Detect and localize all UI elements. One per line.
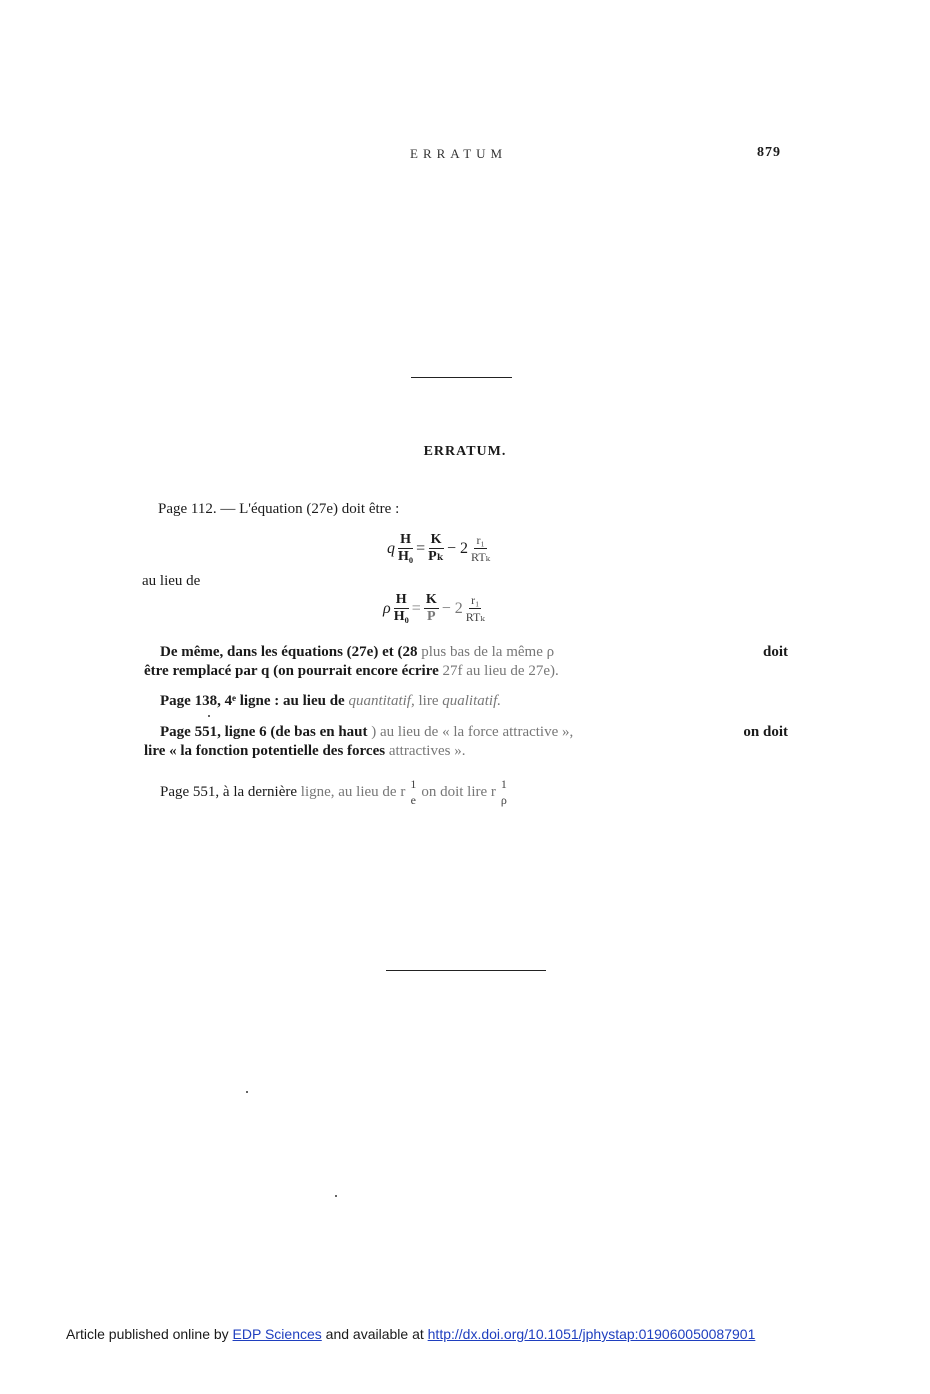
fraction-numerator: H: [395, 592, 407, 607]
entry-text-faint: 27f au lieu de 27e).: [442, 663, 559, 679]
eq-fraction: [394, 592, 409, 625]
end-rule: [386, 970, 546, 971]
entry-fraction: [408, 776, 418, 808]
entry-text-faint: ligne, au lieu de r: [300, 784, 406, 800]
footer-text: Article published online by: [66, 1326, 229, 1342]
entry-text: Page 112. — L'équation (27e) doit être :: [158, 501, 400, 517]
eq-minus: − 2: [447, 539, 469, 557]
erratum-entry-page-138: [160, 691, 501, 711]
fraction-denominator: ρ: [500, 793, 507, 807]
print-speck: [246, 1091, 248, 1093]
eq-symbol: ρ: [383, 599, 391, 617]
eq-equals: =: [411, 599, 421, 617]
fraction-numerator: H: [400, 532, 411, 547]
fraction-numerator: K: [430, 532, 442, 547]
fraction-denominator: H₀: [393, 609, 409, 624]
entry-fraction: [499, 776, 509, 808]
erratum-entry-equations-line2: [144, 661, 559, 681]
entry-text-faint: ) au lieu de « la force attractive »,: [371, 724, 574, 740]
entry-text: Page 138, 4ᵉ ligne : au lieu de: [160, 693, 345, 709]
entry-text: Page 551, à la dernière: [160, 784, 298, 800]
fraction-denominator: RTₖ: [471, 550, 491, 564]
fraction-numerator: r₁: [476, 533, 485, 547]
erratum-entry-page-551-last: [160, 776, 512, 808]
eq-fraction: [398, 532, 413, 565]
entry-text: doit: [762, 644, 788, 660]
equation-correct: [387, 532, 493, 565]
fraction-numerator: r₁: [471, 593, 480, 607]
print-speck: [335, 1195, 337, 1197]
fraction-denominator: e: [410, 793, 416, 807]
section-rule: [411, 377, 512, 378]
eq-fraction: [424, 592, 439, 625]
entry-text: lire: [418, 693, 439, 709]
fraction-denominator: H₀: [398, 549, 414, 564]
entry-text: lire « la fonction potentielle des forces: [144, 743, 386, 759]
doi-link[interactable]: http://dx.doi.org/10.1051/jphystap:019060050087901: [427, 1326, 756, 1342]
publication-footer: [66, 1326, 755, 1342]
equation-incorrect: [383, 592, 488, 625]
erratum-entry-equations: [160, 642, 788, 662]
eq-symbol: q: [387, 539, 395, 557]
entry-text-faint: on doit lire r: [421, 784, 496, 800]
page-number: 879: [757, 145, 781, 160]
instead-of-label: au lieu de: [142, 573, 201, 589]
eq-fraction: [466, 592, 485, 625]
footer-text: and available at: [325, 1326, 424, 1342]
eq-minus: − 2: [441, 599, 463, 617]
entry-word: quantitatif,: [348, 693, 415, 709]
entry-text-faint: attractives ».: [388, 743, 466, 759]
entry-text: Page 551, ligne 6 (de bas en haut: [160, 724, 368, 740]
entry-text: on doit: [743, 724, 788, 740]
entry-text: être remplacé par q (on pourrait encore écrire: [144, 663, 439, 679]
print-speck: [208, 715, 210, 717]
fraction-denominator: P: [426, 609, 436, 624]
entry-text-faint: plus bas de la même ρ: [421, 644, 555, 660]
eq-fraction: [428, 532, 444, 565]
publisher-link[interactable]: EDP Sciences: [232, 1326, 322, 1342]
eq-fraction: [471, 532, 490, 565]
entry-word: qualitatif.: [442, 693, 501, 709]
running-head: [0, 146, 930, 166]
fraction-numerator: K: [425, 592, 437, 607]
fraction-numerator: 1: [410, 777, 417, 791]
fraction-numerator: 1: [500, 777, 507, 791]
eq-equals: =: [416, 539, 426, 557]
fraction-denominator: RTₖ: [465, 610, 485, 624]
fraction-denominator: Pₖ: [428, 549, 445, 564]
running-title: ERRATUM: [410, 146, 508, 161]
erratum-entry-page-112: [158, 499, 399, 519]
erratum-entry-page-551-line2: [144, 741, 465, 761]
erratum-entry-page-551: [160, 722, 788, 742]
entry-text: De même, dans les équations (27e) et (28: [160, 644, 418, 660]
erratum-heading: ERRATUM.: [423, 444, 507, 459]
